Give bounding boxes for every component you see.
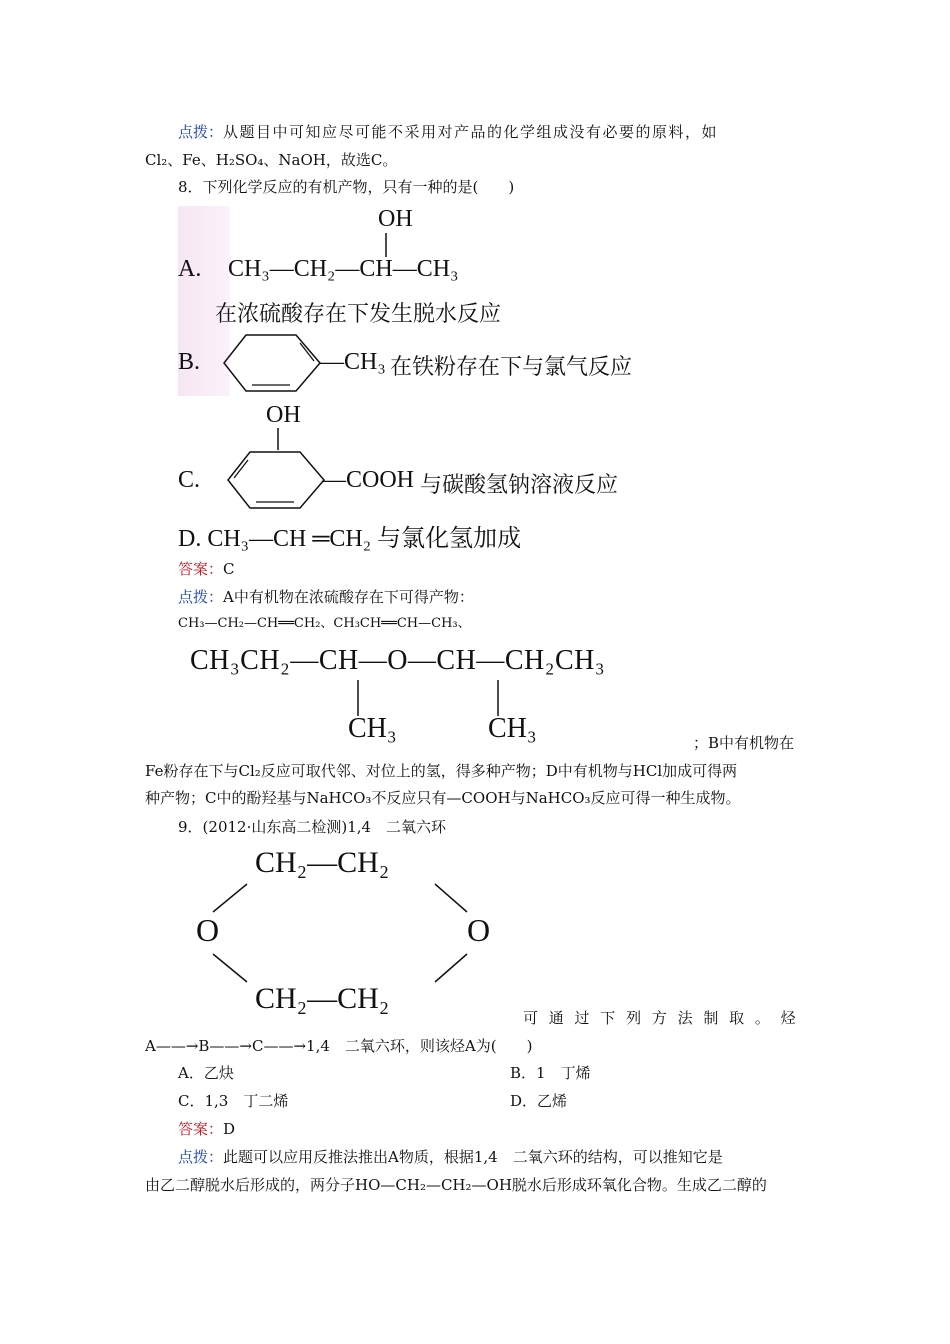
q9-stem: 9．(2012·山东高二检测)1,4 二氧六环 (178, 818, 447, 836)
answer-label: 答案： (178, 1120, 224, 1138)
q8-hint-5: 种产物；C中的酚羟基与NaHCO₃不反应只有—COOH与NaHCO₃反应可得一种生成物。 (145, 789, 741, 807)
hint-label: 点拨： (178, 123, 224, 141)
q8-c-bond (277, 428, 279, 450)
ether-left-ch3: CH₃ (348, 713, 397, 744)
q8-c-substituent: —COOH (322, 467, 415, 493)
hint-label: 点拨： (178, 588, 224, 606)
q8-b-letter: B. (178, 349, 201, 375)
dioxane-top: CH₂—CH₂ (255, 846, 390, 879)
benzene-ring-icon (222, 333, 322, 393)
q8-a-bond (385, 233, 387, 257)
q8-a-letter: A. (178, 256, 202, 282)
q9-option-b: B．1 丁烯 (510, 1064, 591, 1082)
q8-hint-3: ；B中有机物在 (693, 734, 795, 752)
q9-hint-2: 由乙二醇脱水后形成的，两分子HO—CH₂—CH₂—OH脱水后形成环氧化合物。生成乙二醇的 (145, 1176, 767, 1194)
ether-right-bond (497, 680, 499, 716)
answer-value: D (223, 1120, 236, 1138)
q8-c-condition: 与碳酸氢钠溶液反应 (420, 473, 619, 498)
q9-option-c: C．1,3 丁二烯 (178, 1092, 289, 1110)
hint-label: 点拨： (178, 1148, 224, 1166)
hint-text: A中有机物在浓硫酸存在下可得产物： (223, 588, 474, 606)
dioxane-o-right: O (467, 912, 491, 948)
hint-text: 从题目中可知应尽可能不采用对产品的化学组成没有必要的原料，如 (223, 123, 719, 141)
q8-stem: 8．下列化学反应的有机产物，只有一种的是( ) (178, 178, 515, 196)
q8-answer (178, 559, 235, 579)
q8-b-substituent: —CH₃ (320, 349, 386, 375)
q9-line-2: A——→B——→C——→1,4 二氧六环，则该烃A为( ) (145, 1037, 533, 1055)
ether-formula: CH₃CH₂—CH—O—CH—CH₂CH₃ (190, 645, 606, 676)
q9-hint-1 (178, 1147, 723, 1167)
hint-text: 此题可以应用反推法推出A物质，根据1,4 二氧六环的结构，可以推知它是 (223, 1148, 723, 1166)
q8-d-text: D. CH₃—CH ═CH₂ 与氯化氢加成 (178, 526, 522, 552)
dioxane-bottom: CH₂—CH₂ (255, 982, 390, 1015)
ether-left-bond (357, 680, 359, 716)
q8-a-condition: 在浓硫酸存在下发生脱水反应 (215, 302, 502, 327)
q8-a-oh: OH (378, 206, 413, 232)
q8-hint-2: CH₃—CH₂—CH══CH₂、CH₃CH══CH—CH₃、 (178, 616, 471, 631)
answer-label: 答案： (178, 560, 224, 578)
q9-option-a: A．乙炔 (178, 1064, 234, 1082)
q9-answer (178, 1119, 235, 1139)
q8-c-letter: C. (178, 467, 201, 493)
answer-value: C (223, 560, 235, 578)
hint-line-2: Cl₂、Fe、H₂SO₄、NaOH，故选C。 (145, 151, 398, 169)
benzene-ring-icon (226, 450, 326, 510)
q9-tail: 可 通 过 下 列 方 法 制 取 。 烃 (523, 1009, 799, 1027)
ether-right-ch3: CH₃ (488, 713, 537, 744)
q8-b-condition: 在铁粉存在下与氯气反应 (390, 355, 633, 380)
hint-line-1 (178, 122, 718, 142)
q9-option-d: D．乙烯 (510, 1092, 568, 1110)
q8-hint-1 (178, 587, 474, 607)
dioxane-bonds (195, 862, 525, 1022)
q8-hint-4: Fe粉存在下与Cl₂反应可取代邻、对位上的氢，得多种产物；D中有机物与HCl加成可得两 (145, 762, 738, 780)
q8-c-oh: OH (266, 402, 301, 428)
dioxane-o-left: O (196, 912, 220, 948)
q8-a-formula: CH₃—CH₂—CH—CH₃ (228, 256, 459, 282)
